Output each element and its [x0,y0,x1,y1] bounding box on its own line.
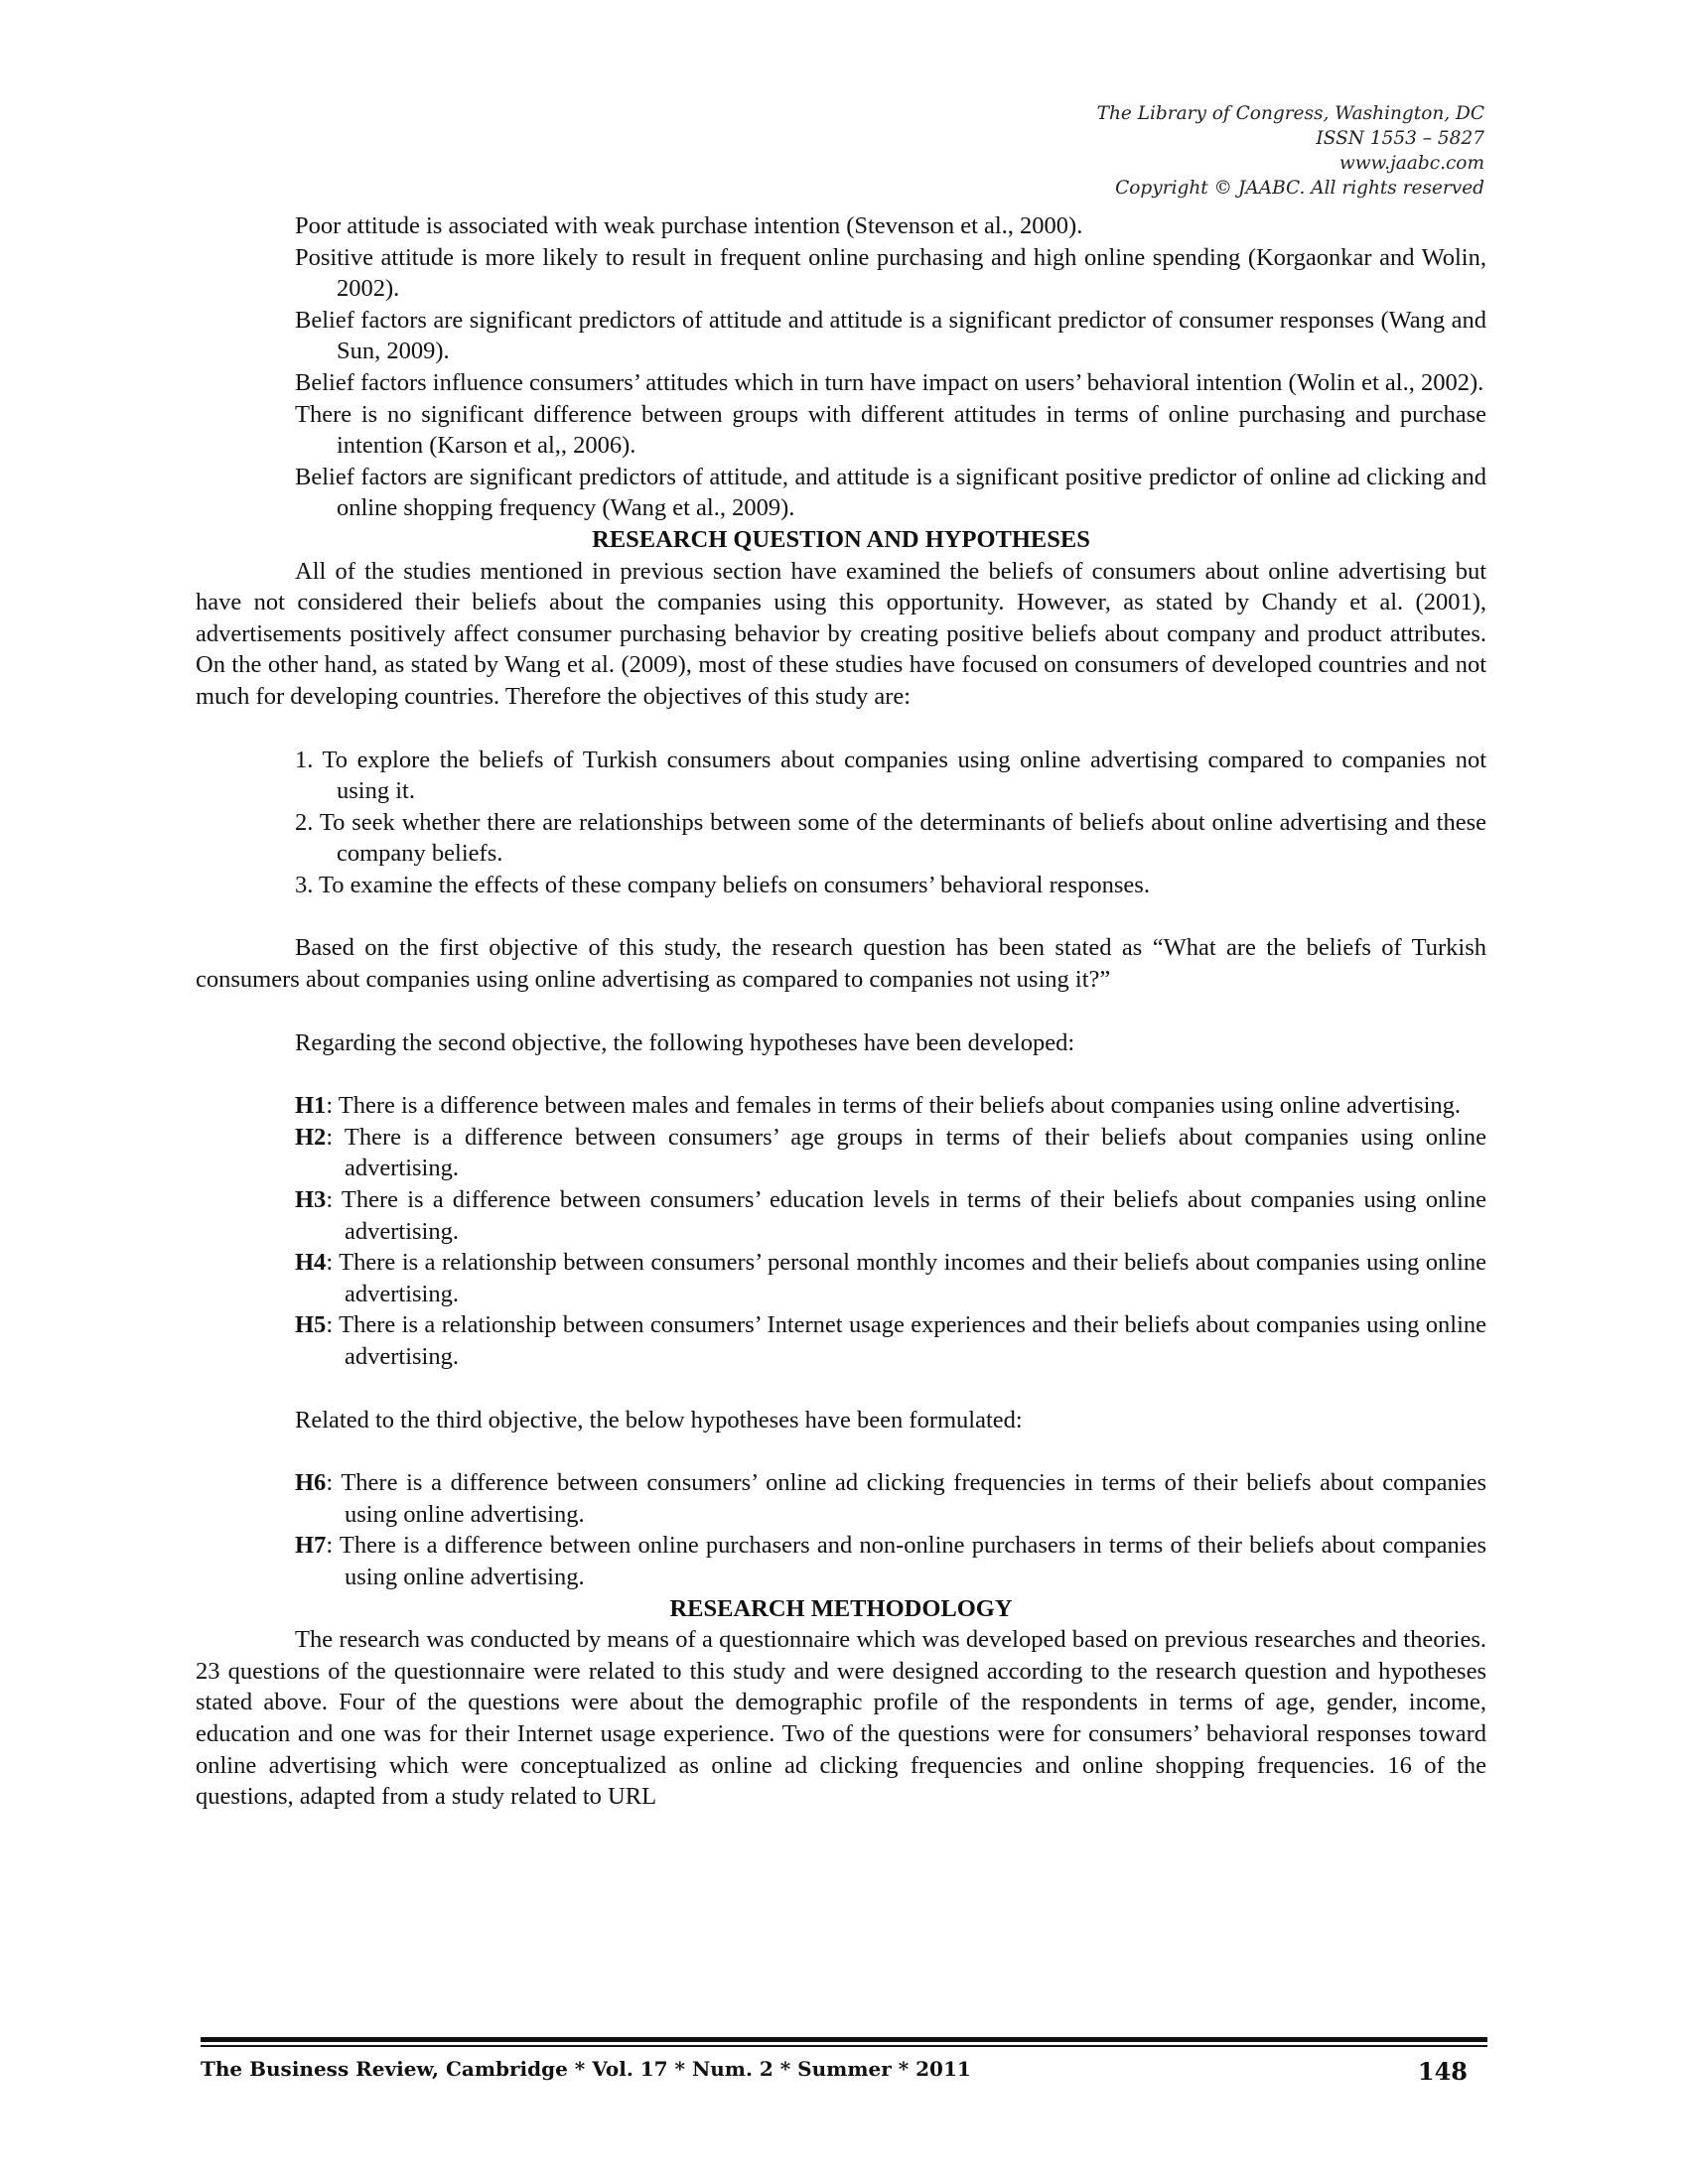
third-objective-paragraph: Related to the third objective, the below hypotheses have been formulated: [295,1406,1023,1433]
bullet-item: Belief factors are significant predictors of attitude and attitude is a significant predictor of consumer responses (Wang and Sun, 2009). [295,306,1486,365]
hypothesis-item [295,1184,1486,1247]
page-footer [201,2057,1487,2086]
footer-journal: The Business Review, Cambridge * Vol. 17 * Num. 2 * Summer * 2011 [201,2057,971,2081]
hypothesis-label: H4 [295,1249,327,1277]
header-line-library: The Library of Congress, Washington, DC [1096,103,1484,124]
hypothesis-item [295,1530,1486,1592]
page-header [1097,101,1484,201]
hypothesis-item [295,1122,1486,1184]
second-objective-paragraph: Regarding the second objective, the following hypotheses have been developed: [295,1028,1075,1056]
hypothesis-item [295,1090,1486,1122]
objective-item: 3. To examine the effects of these company beliefs on consumers’ behavioral responses. [295,871,1150,898]
section-heading-methodology: RESEARCH METHODOLOGY [669,1594,1013,1622]
hypothesis-label: H6 [295,1469,327,1497]
objective-item: 1. To explore the beliefs of Turkish consumers about companies using online advertising compared to companies not using it. [295,746,1486,805]
header-line-issn: ISSN 1553 – 5827 [1316,128,1484,149]
hypothesis-item [295,1309,1486,1372]
intro-paragraph: All of the studies mentioned in previous section have examined the beliefs of consumers about online advertising but have not considered their beliefs about the companies using this opportunity. However, as stated by Chandy et al. (2001), advertisements positively affect consumer purchasing behavior by creating positive beliefs about company and product attributes. On the other hand, as stated by Wang et al. (2009), most of these studies have focused on consumers of developed countries and not much for developing countries. Therefore the objectives of this study are: [196,557,1486,710]
hypothesis-text: : There is a difference between consumers’ online ad clicking frequencies in terms of their beliefs about companies using online advertising. [326,1469,1486,1528]
bullet-item: Poor attitude is associated with weak purchase intention (Stevenson et al., 2000). [295,212,1083,239]
hypothesis-item [295,1467,1486,1530]
bullet-item: Positive attitude is more likely to result in frequent online purchasing and high online spending (Korgaonkar and Wolin, 2002). [295,243,1486,303]
hypothesis-text: : There is a relationship between consumers’ personal monthly incomes and their beliefs about companies using online advertising. [326,1249,1486,1307]
methodology-paragraph: The research was conducted by means of a questionnaire which was developed based on previous researches and theories. 23 questions of the questionnaire were related to this study and were designed according to the research question and hypotheses stated above. Four of the questions were about the demographic profile of the respondents in terms of age, gender, income, education and one was for their Internet usage experience. Two of the questions were for consumers’ behavioral responses toward online advertising which were conceptualized as online ad clicking frequencies and online shopping frequencies. 16 of the questions, adapted from a study related to URL [196,1626,1486,1811]
hypothesis-item [295,1247,1486,1309]
hypothesis-label: H5 [295,1311,327,1339]
hypothesis-label: H3 [295,1186,327,1214]
bullet-item: Belief factors are significant predictors of attitude, and attitude is a significant positive predictor of online ad clicking and online shopping frequency (Wang et al., 2009). [295,463,1486,522]
bullet-item: Belief factors influence consumers’ attitudes which in turn have impact on users’ behavioral intention (Wolin et al., 2002). [295,368,1484,396]
header-line-copyright: Copyright © JAABC. All rights reserved [1115,178,1484,199]
page-number: 148 [1417,2057,1468,2086]
hypothesis-text: : There is a difference between consumers’ age groups in terms of their beliefs about companies using online advertising. [326,1123,1486,1182]
hypothesis-text: : There is a difference between males and females in terms of their beliefs about companies using online advertising. [326,1092,1462,1120]
hypothesis-label: H1 [295,1092,327,1120]
hypothesis-label: H2 [295,1123,327,1151]
hypothesis-text: : There is a difference between consumers’ education levels in terms of their beliefs about companies using online advertising. [326,1186,1486,1245]
hypothesis-label: H7 [295,1532,327,1560]
hypothesis-text: : There is a relationship between consumers’ Internet usage experiences and their beliefs about companies using online advertising. [326,1311,1486,1370]
hypothesis-text: : There is a difference between online purchasers and non-online purchasers in terms of their beliefs about companies using online advertising. [326,1532,1486,1590]
page-body [196,210,1486,1813]
header-line-website: www.jaabc.com [1338,153,1484,174]
section-heading-research-question: RESEARCH QUESTION AND HYPOTHESES [592,525,1090,553]
footer-rule [201,2037,1487,2042]
footer-rule-thin [201,2045,1487,2047]
bullet-item: There is no significant difference between groups with different attitudes in terms of online purchasing and purchase intention (Karson et al,, 2006). [295,400,1486,460]
research-question-paragraph: Based on the first objective of this study, the research question has been stated as “What are the beliefs of Turkish consumers about companies using online advertising as compared to companies not using it?” [196,934,1486,994]
objective-item: 2. To seek whether there are relationships between some of the determinants of beliefs about online advertising and these company beliefs. [295,808,1486,868]
